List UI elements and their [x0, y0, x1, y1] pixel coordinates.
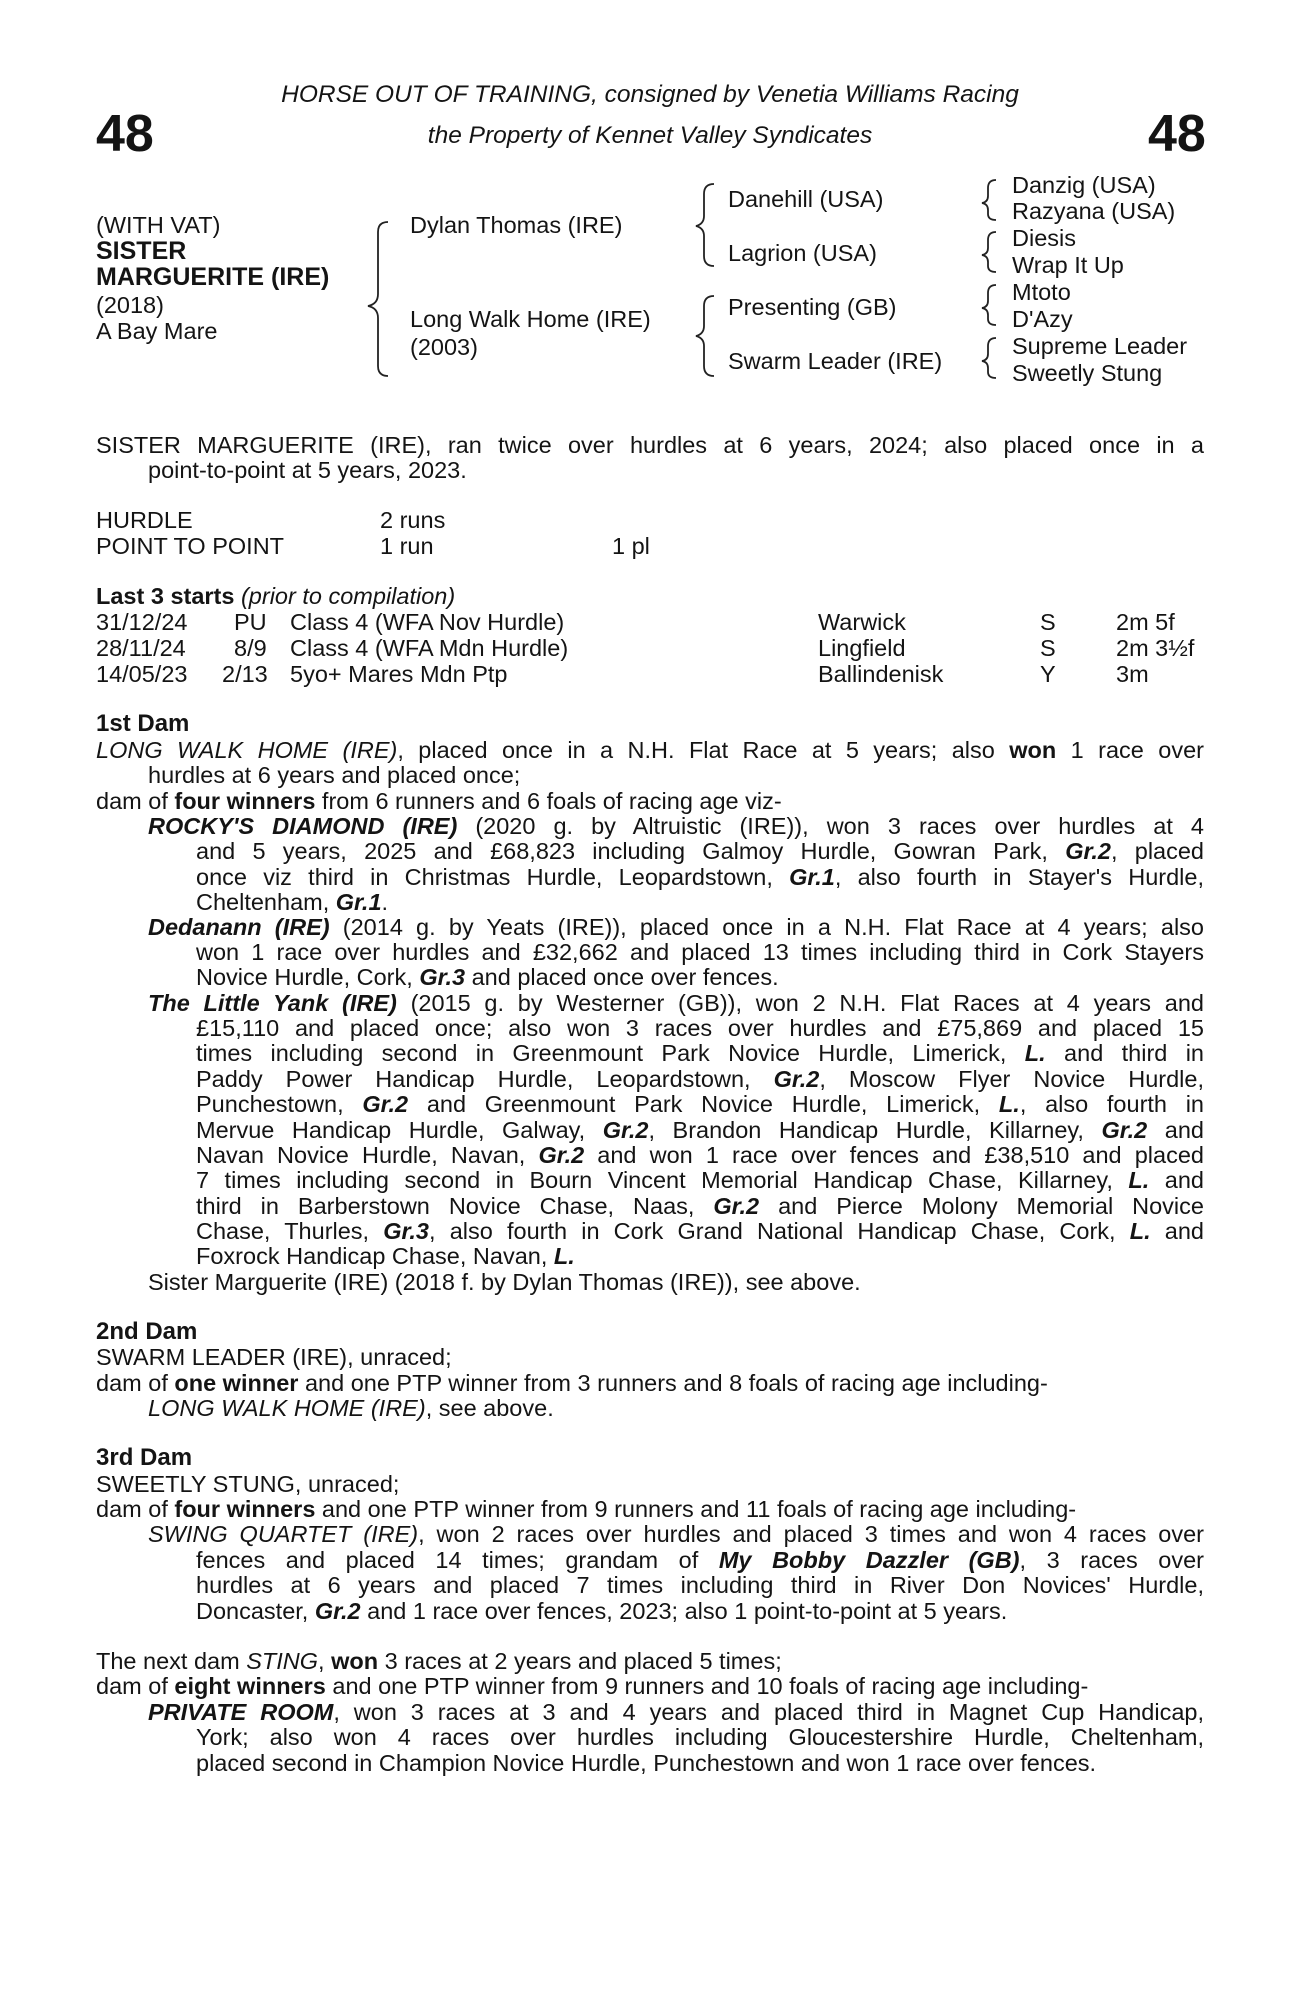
dedanann-line1: Dedanann (IRE) (2014 g. by Yeats (IRE)), placed once in a N.H. Flat Race at 4 years; also — [148, 914, 1204, 940]
vat-label: (WITH VAT) — [96, 212, 221, 238]
summary-line1: SISTER MARGUERITE (IRE), ran twice over hurdles at 6 years, 2024; also placed once in a — [96, 432, 1204, 458]
start-race: Class 4 (WFA Nov Hurdle) — [290, 609, 565, 635]
consignor-line: HORSE OUT OF TRAINING, consigned by Venetia Williams Racing — [281, 81, 1019, 108]
third-dam-line1: SWEETLY STUNG, unraced; — [96, 1471, 400, 1497]
start-distance: 2m 3½f — [1116, 635, 1195, 661]
second-dam-line3: LONG WALK HOME (IRE), see above. — [148, 1395, 554, 1421]
sire-sire: Danehill (USA) — [728, 186, 884, 212]
little-yank-line3: times including second in Greenmount Park Novice Hurdle, Limerick, L. and third in — [196, 1040, 1204, 1066]
private-room-line1: PRIVATE ROOM, won 3 races at 3 and 4 years and placed third in Magnet Cup Handicap, — [148, 1699, 1205, 1725]
dam: Long Walk Home (IRE) — [410, 306, 651, 332]
horse-description: A Bay Mare — [96, 318, 218, 344]
start-date: 28/11/24 — [96, 635, 186, 661]
little-yank-line1: The Little Yank (IRE) (2015 g. by Westerner (GB)), won 2 N.H. Flat Races at 4 years and — [148, 990, 1204, 1016]
next-dam-line1: The next dam STING, won 3 races at 2 years and placed 5 times; — [96, 1648, 782, 1674]
grandsire-7: Supreme Leader — [1012, 333, 1188, 359]
little-yank-line9: third in Barberstown Novice Chase, Naas, Gr.2 and Pierce Molony Memorial Novice — [196, 1193, 1204, 1219]
start-course: Warwick — [818, 609, 906, 635]
record-hurdle-type: HURDLE — [96, 507, 193, 533]
grandsire-5: Mtoto — [1012, 279, 1071, 305]
lot-number-left: 48 — [96, 105, 154, 163]
swing-quartet-line1: SWING QUARTET (IRE), won 2 races over hurdles and placed 3 times and won 4 races over — [148, 1521, 1204, 1547]
rocky-diamond-line1: ROCKY'S DIAMOND (IRE) (2020 g. by Altruistic (IRE)), won 3 races over hurdles at 4 — [148, 813, 1204, 839]
rocky-diamond-line4: Cheltenham, Gr.1. — [196, 889, 389, 915]
first-dam-heading: 1st Dam — [96, 710, 190, 737]
swing-quartet-line3: hurdles at 6 years and placed 7 times including third in River Don Novices' Hurdle, — [196, 1572, 1204, 1598]
rocky-diamond-line3: once viz third in Christmas Hurdle, Leopardstown, Gr.1, also fourth in Stayer's Hurdle, — [196, 864, 1204, 890]
start-position: PU — [234, 609, 267, 635]
start-date: 31/12/24 — [96, 609, 188, 635]
second-dam-produce-line: dam of one winner and one PTP winner from 3 runners and 8 foals of racing age including- — [96, 1370, 1048, 1396]
horse-name-line2: MARGUERITE (IRE) — [96, 263, 330, 291]
sire-dam: Lagrion (USA) — [728, 240, 877, 266]
sire: Dylan Thomas (IRE) — [410, 212, 623, 238]
start-position: 8/9 — [234, 635, 267, 661]
little-yank-line10: Chase, Thurles, Gr.3, also fourth in Cork Grand National Handicap Chase, Cork, L. and — [196, 1218, 1204, 1244]
swing-quartet-line2: fences and placed 14 times; grandam of My Bobby Dazzler (GB), 3 races over — [196, 1547, 1205, 1573]
private-room-line3: placed second in Champion Novice Hurdle, Punchestown and won 1 race over fences. — [196, 1750, 1097, 1776]
grandsire-8: Sweetly Stung — [1012, 360, 1163, 386]
record-ptp-type: POINT TO POINT — [96, 533, 285, 559]
start-position: 2/13 — [222, 661, 268, 687]
start-course: Lingfield — [818, 635, 906, 661]
sister-marguerite-entry: Sister Marguerite (IRE) (2018 f. by Dylan Thomas (IRE)), see above. — [148, 1269, 861, 1295]
grandsire-2: Razyana (USA) — [1012, 198, 1176, 224]
little-yank-line11: Foxrock Handicap Chase, Navan, L. — [196, 1243, 575, 1269]
summary-line2: point-to-point at 5 years, 2023. — [148, 457, 467, 483]
little-yank-line8: 7 times including second in Bourn Vincent Memorial Handicap Chase, Killarney, L. and — [196, 1167, 1204, 1193]
start-going: S — [1040, 635, 1056, 661]
dedanann-line2: won 1 race over hurdles and £32,662 and placed 13 times including third in Cork Stayers — [196, 939, 1204, 965]
grandsire-3: Diesis — [1012, 225, 1076, 251]
start-distance: 2m 5f — [1116, 609, 1175, 635]
start-distance: 3m — [1116, 661, 1149, 687]
dam-sire: Presenting (GB) — [728, 294, 897, 320]
dam-year: (2003) — [410, 334, 478, 360]
second-dam-heading: 2nd Dam — [96, 1318, 198, 1345]
little-yank-line6: Mervue Handicap Hurdle, Galway, Gr.2, Brandon Handicap Hurdle, Killarney, Gr.2 and — [196, 1117, 1204, 1143]
little-yank-line2: £15,110 and placed once; also won 3 races over hurdles and £75,869 and placed 15 — [196, 1015, 1204, 1041]
first-dam-line1: LONG WALK HOME (IRE), placed once in a N.H. Flat Race at 5 years; also won 1 race over — [96, 737, 1204, 763]
little-yank-line5: Punchestown, Gr.2 and Greenmount Park Novice Hurdle, Limerick, L., also fourth in — [196, 1091, 1205, 1117]
third-dam-heading: 3rd Dam — [96, 1444, 193, 1471]
third-dam-produce-line: dam of four winners and one PTP winner from 9 runners and 11 foals of racing age including- — [96, 1496, 1077, 1522]
first-dam-produce-line: dam of four winners from 6 runners and 6 foals of racing age viz- — [96, 788, 782, 814]
last-starts-subtitle: (prior to compilation) — [240, 583, 456, 609]
second-dam-line1: SWARM LEADER (IRE), unraced; — [96, 1344, 452, 1370]
horse-name-line1: SISTER — [96, 237, 187, 265]
start-date: 14/05/23 — [96, 661, 188, 687]
swing-quartet-line4: Doncaster, Gr.2 and 1 race over fences, 2023; also 1 point-to-point at 5 years. — [196, 1598, 1008, 1624]
record-hurdle-runs: 2 runs — [380, 507, 446, 533]
dam-dam: Swarm Leader (IRE) — [728, 348, 943, 374]
grandsire-4: Wrap It Up — [1012, 252, 1124, 278]
lot-number-right: 48 — [1148, 105, 1206, 163]
record-ptp-placed: 1 pl — [612, 533, 650, 559]
little-yank-line7: Navan Novice Hurdle, Navan, Gr.2 and won 1 race over fences and £38,510 and placed — [196, 1142, 1204, 1168]
start-going: Y — [1040, 661, 1056, 687]
start-race: Class 4 (WFA Mdn Hurdle) — [290, 635, 569, 661]
start-race: 5yo+ Mares Mdn Ptp — [290, 661, 508, 687]
start-course: Ballindenisk — [818, 661, 944, 687]
start-going: S — [1040, 609, 1056, 635]
private-room-line2: York; also won 4 races over hurdles including Gloucestershire Hurdle, Cheltenham, — [196, 1724, 1204, 1750]
next-dam-produce-line: dam of eight winners and one PTP winner from 9 runners and 10 foals of racing age including- — [96, 1673, 1089, 1699]
record-ptp-runs: 1 run — [380, 533, 434, 559]
last-starts-title: Last 3 starts — [96, 583, 235, 609]
grandsire-6: D'Azy — [1012, 306, 1073, 332]
last-starts-heading — [96, 583, 455, 609]
horse-year: (2018) — [96, 292, 164, 318]
little-yank-line4: Paddy Power Handicap Hurdle, Leopardstown, Gr.2, Moscow Flyer Novice Hurdle, — [196, 1066, 1204, 1092]
dedanann-line3: Novice Hurdle, Cork, Gr.3 and placed once over fences. — [196, 964, 779, 990]
property-line: the Property of Kennet Valley Syndicates — [427, 122, 873, 149]
first-dam-line2: hurdles at 6 years and placed once; — [148, 762, 521, 788]
grandsire-1: Danzig (USA) — [1012, 172, 1156, 198]
rocky-diamond-line2: and 5 years, 2025 and £68,823 including Galmoy Hurdle, Gowran Park, Gr.2, placed — [196, 838, 1204, 864]
